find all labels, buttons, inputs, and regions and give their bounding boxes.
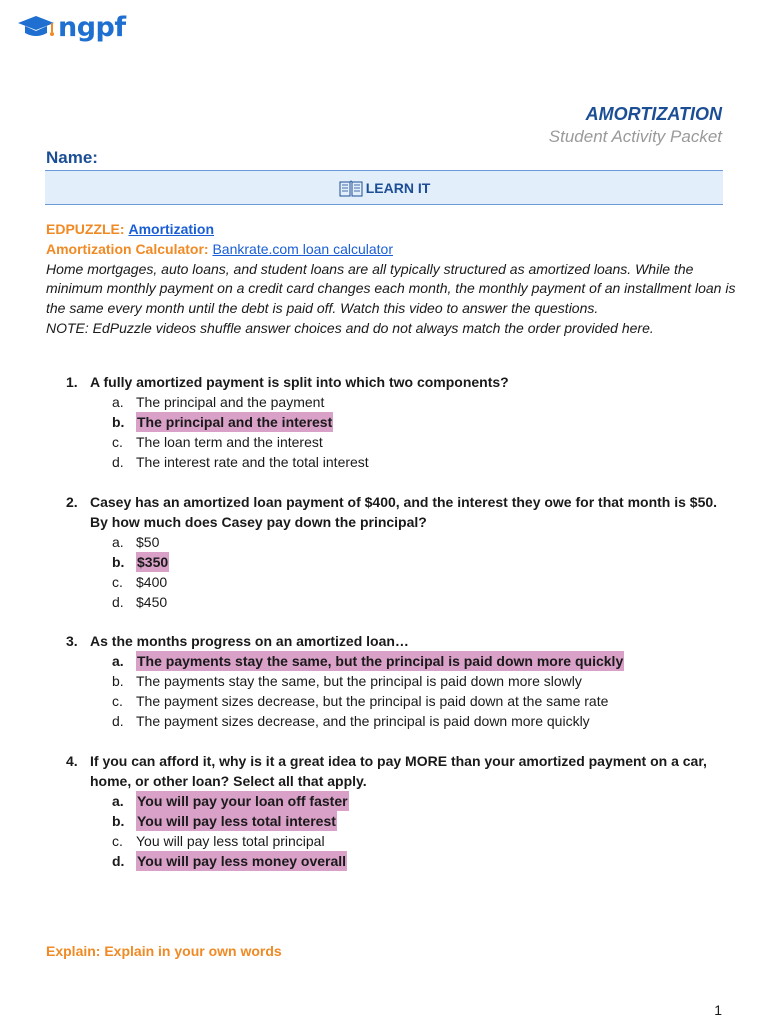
learn-it-section-header — [45, 170, 723, 205]
intro-paragraph: Home mortgages, auto loans, and student loans are all typically structured as amortized loans. While the minimum monthly payment on a credit card changes each month, the monthly payment of an installment loan is the same every month until the debt is paid off. Watch this video to answer the questions. — [46, 260, 736, 317]
logo-text: ngpf — [58, 12, 126, 43]
option-b[interactable]: b. The payments stay the same, but the principal is paid down more slowly — [112, 673, 582, 689]
option-d[interactable]: d. $450 — [112, 594, 168, 610]
question-number: 4. — [66, 753, 78, 769]
edpuzzle-line — [46, 220, 736, 240]
option-c[interactable]: c. $400 — [112, 574, 168, 590]
option-a-selected[interactable]: a. You will pay your loan off faster — [112, 793, 348, 809]
graduation-cap-icon — [16, 13, 56, 43]
question-2 — [66, 492, 731, 612]
calculator-link[interactable]: Bankrate.com loan calculator — [212, 240, 394, 257]
edpuzzle-label: EDPUZZLE: — [46, 221, 125, 237]
option-b-selected[interactable]: b. The principal and the interest — [112, 414, 333, 430]
question-4 — [66, 751, 731, 871]
edpuzzle-link[interactable]: Amortization — [128, 221, 215, 237]
document-subtitle: Student Activity Packet — [548, 127, 722, 146]
page-number: 1 — [714, 1002, 722, 1018]
calculator-label: Amortization Calculator: — [46, 240, 209, 257]
option-c[interactable]: c. The payment sizes decrease, but the principal is paid down at the same rate — [112, 693, 609, 709]
book-icon — [338, 178, 364, 198]
option-b-selected[interactable]: b. $350 — [112, 554, 169, 570]
option-d-selected[interactable]: d. You will pay less money overall — [112, 853, 347, 869]
calculator-line — [46, 240, 736, 260]
option-d[interactable]: d. The interest rate and the total interest — [112, 454, 369, 470]
option-a-selected[interactable]: a. The payments stay the same, but the principal is paid down more quickly — [112, 653, 624, 669]
document-title: AMORTIZATION — [585, 104, 722, 124]
question-number: 3. — [66, 633, 78, 649]
question-3 — [66, 631, 731, 731]
option-c[interactable]: c. You will pay less total principal — [112, 833, 325, 849]
title-block — [549, 104, 722, 147]
question-number: 1. — [66, 374, 78, 390]
explain-prompt: Explain: Explain in your own words — [46, 943, 282, 959]
option-a[interactable]: a. $50 — [112, 534, 160, 550]
name-label: Name: — [46, 148, 98, 167]
option-a[interactable]: a. The principal and the payment — [112, 394, 325, 410]
question-text: Casey has an amortized loan payment of $400, and the interest they owe for that month is $50. By how much does Casey pay down the principal? — [90, 494, 718, 530]
question-text: A fully amortized payment is split into which two components? — [90, 374, 509, 390]
question-text: If you can afford it, why is it a great idea to pay MORE than your amortized payment on a car, home, or other loan? Select all that apply. — [90, 753, 707, 789]
question-text: As the months progress on an amortized loan… — [90, 633, 409, 649]
option-c[interactable]: c. The loan term and the interest — [112, 434, 323, 450]
option-b-selected[interactable]: b. You will pay less total interest — [112, 813, 336, 829]
question-number: 2. — [66, 494, 78, 510]
intro-note: NOTE: EdPuzzle videos shuffle answer choices and do not always match the order provided here. — [46, 319, 654, 336]
ngpf-logo — [16, 12, 126, 43]
question-1 — [66, 372, 731, 472]
intro-block — [46, 220, 736, 339]
section-label: LEARN IT — [365, 179, 431, 196]
option-d[interactable]: d. The payment sizes decrease, and the principal is paid down more quickly — [112, 713, 590, 729]
